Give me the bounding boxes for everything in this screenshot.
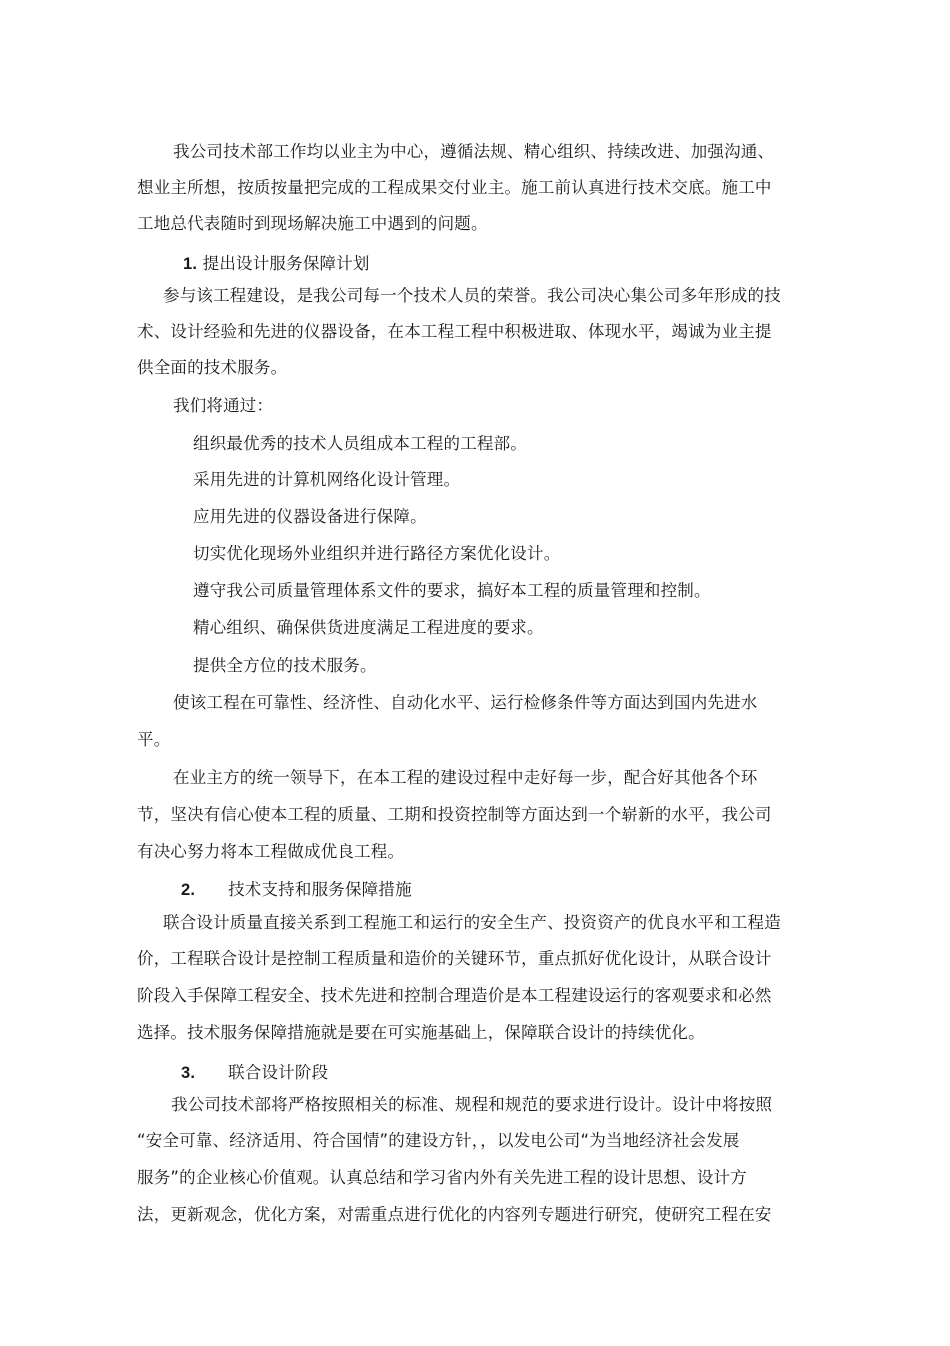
paragraph-line: 想业主所想，按质按量把完成的工程成果交付业主。施工前认真进行技术交底。施工中 <box>137 178 772 197</box>
paragraph-line: 使该工程在可靠性、经济性、自动化水平、运行检修条件等方面达到国内先进水 <box>173 693 758 712</box>
section-title: 联合设计阶段 <box>228 1063 329 1082</box>
paragraph-line: 参与该工程建设，是我公司每一个技术人员的荣誉。我公司决心集公司多年形成的技 <box>163 286 781 305</box>
paragraph-line: 供全面的技术服务。 <box>137 358 288 377</box>
paragraph-line: 法，更新观念，优化方案，对需重点进行优化的内容列专题进行研究，使研究工程在安 <box>137 1205 772 1224</box>
paragraph-line: 在业主方的统一领导下，在本工程的建设过程中走好每一步，配合好其他各个环 <box>173 768 758 787</box>
paragraph-line: 服务”的企业核心价值观。认真总结和学习省内外有关先进工程的设计思想、设计方 <box>137 1168 747 1187</box>
section-heading-1 <box>183 253 370 275</box>
section-title: 提出设计服务保障计划 <box>202 254 370 273</box>
paragraph-line: 联合设计质量直接关系到工程施工和运行的安全生产、投资资产的优良水平和工程造 <box>163 913 781 932</box>
measure-item: 采用先进的计算机网络化设计管理。 <box>193 470 461 489</box>
paragraph-line: 我公司技术部将严格按照相关的标准、规程和规范的要求进行设计。设计中将按照 <box>171 1095 773 1114</box>
measure-item: 切实优化现场外业组织并进行路径方案优化设计。 <box>193 544 561 563</box>
section-heading-2 <box>181 879 412 901</box>
paragraph-line: 有决心努力将本工程做成优良工程。 <box>137 842 405 861</box>
section-title: 技术支持和服务保障措施 <box>228 880 412 899</box>
lead-in-text: 我们将通过： <box>173 396 274 415</box>
measure-item: 遵守我公司质量管理体系文件的要求，搞好本工程的质量管理和控制。 <box>193 581 711 600</box>
section-number: 1. <box>183 255 198 273</box>
paragraph-line: 节，坚决有信心使本工程的质量、工期和投资控制等方面达到一个崭新的水平，我公司 <box>137 805 772 824</box>
section-number: 2. <box>181 881 196 899</box>
paragraph-line: 价，工程联合设计是控制工程质量和造价的关键环节，重点抓好优化设计，从联合设计 <box>137 949 772 968</box>
paragraph-line: 工地总代表随时到现场解决施工中遇到的问题。 <box>137 214 488 233</box>
paragraph-line: 我公司技术部工作均以业主为中心，遵循法规、精心组织、持续改进、加强沟通、 <box>173 142 775 161</box>
measure-item: 提供全方位的技术服务。 <box>193 656 377 675</box>
measure-item: 精心组织、确保供货进度满足工程进度的要求。 <box>193 618 544 637</box>
measure-item: 组织最优秀的技术人员组成本工程的工程部。 <box>193 434 527 453</box>
section-number: 3. <box>181 1064 196 1082</box>
paragraph-line: 平。 <box>137 730 171 749</box>
paragraph-line: “安全可靠、经济适用、符合国情”的建设方针，，以发电公司“为当地经济社会发展 <box>137 1131 740 1150</box>
paragraph-line: 选择。技术服务保障措施就是要在可实施基础上，保障联合设计的持续优化。 <box>137 1023 705 1042</box>
paragraph-line: 术、设计经验和先进的仪器设备，在本工程工程中积极进取、体现水平，竭诚为业主提 <box>137 322 772 341</box>
paragraph-line: 阶段入手保障工程安全、技术先进和控制合理造价是本工程建设运行的客观要求和必然 <box>137 986 772 1005</box>
measure-item: 应用先进的仪器设备进行保障。 <box>193 507 427 526</box>
section-heading-3 <box>181 1062 328 1084</box>
